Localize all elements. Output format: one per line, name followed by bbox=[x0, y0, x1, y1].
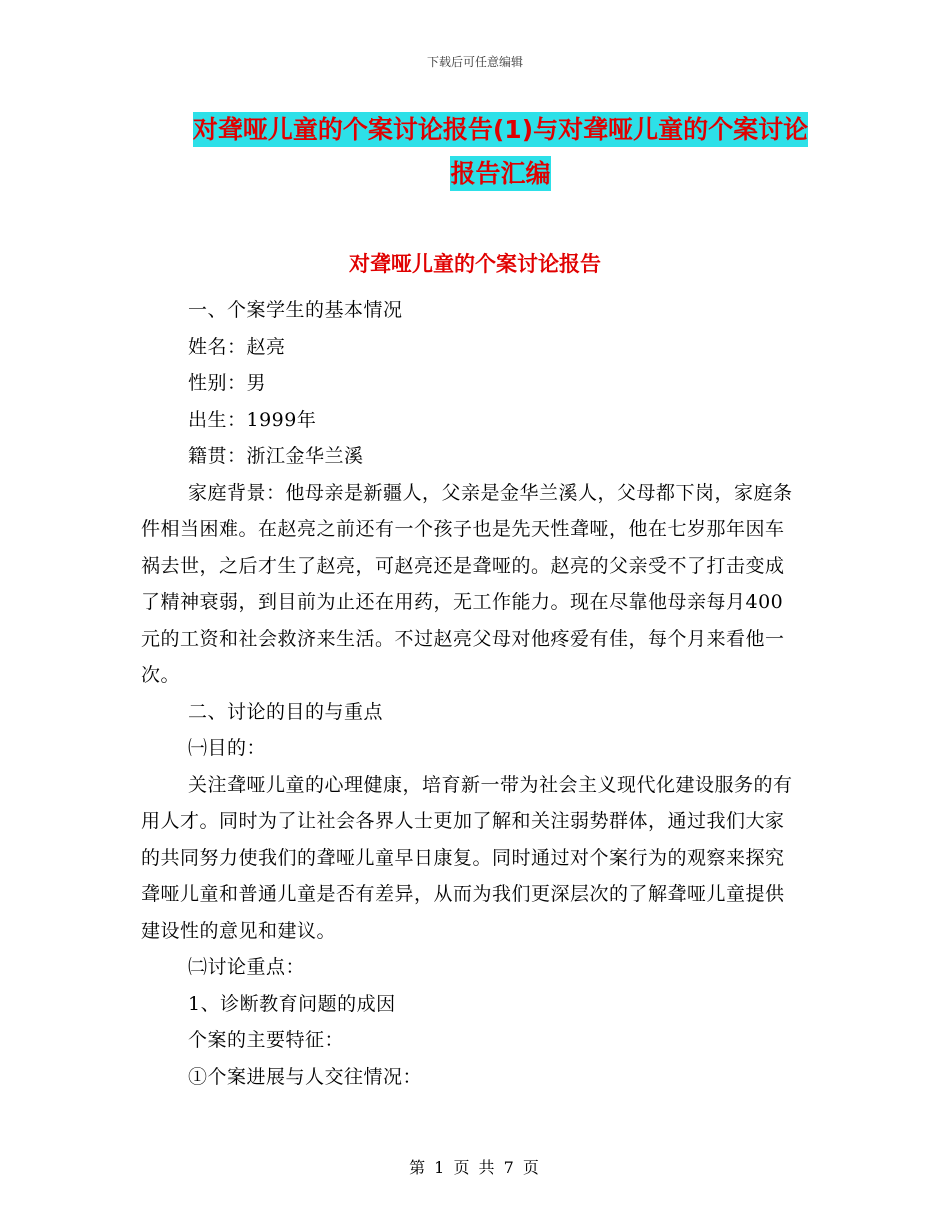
paragraph: ①个案进展与人交往情况： bbox=[188, 1065, 423, 1088]
document-body bbox=[141, 292, 801, 1095]
paragraph: ㈠目的： bbox=[188, 737, 267, 759]
document-sub-title: 对聋哑儿童的个案讨论报告 bbox=[349, 252, 601, 276]
paragraph: 一、个案学生的基本情况 bbox=[188, 299, 403, 321]
paragraph: 关注聋哑儿童的心理健康，培育新一带为社会主义现代化建设服务的有用人才。同时为了让社会各界人士更加了解和关注弱势群体，通过我们大家的共同努力使我们的聋哑儿童早日康复。同时通过对个案行为的观察来探究聋哑儿童和普通儿童是否有差异，从而为我们更深层次的了解聋哑儿童提供建设性的意见和建议。 bbox=[141, 773, 793, 942]
paragraph: ㈡讨论重点： bbox=[188, 956, 306, 978]
main-title-text: 对聋哑儿童的个案讨论报告(1)与对聋哑儿童的个案讨论报告汇编 bbox=[193, 112, 808, 191]
paragraph: 个案的主要特征： bbox=[188, 1029, 345, 1051]
page-footer: 第 1 页 共 7 页 bbox=[409, 1158, 541, 1177]
paragraph: 籍贯：浙江金华兰溪 bbox=[188, 445, 364, 467]
document-main-title bbox=[188, 108, 813, 196]
paragraph: 出生：1999年 bbox=[188, 408, 317, 431]
paragraph: 姓名：赵亮 bbox=[188, 335, 286, 358]
paragraph: 二、讨论的目的与重点 bbox=[188, 700, 384, 723]
paragraph: 性别：男 bbox=[188, 372, 267, 394]
paragraph: 家庭背景：他母亲是新疆人，父亲是金华兰溪人，父母都下岗，家庭条件相当困难。在赵亮之前还有一个孩子也是先天性聋哑，他在七岁那年因车祸去世，之后才生了赵亮，可赵亮还是聋哑的。赵亮的父亲受不了打击变成了精神衰弱，到目前为止还在用药，无工作能力。现在尽靠他母亲每月400元的工资和社会救济来生活。不过赵亮父母对他疼爱有佳，每个月来看他一次。 bbox=[141, 481, 793, 686]
header-note: 下载后可任意编辑 bbox=[426, 55, 523, 69]
paragraph: 1、诊断教育问题的成因 bbox=[188, 992, 396, 1015]
